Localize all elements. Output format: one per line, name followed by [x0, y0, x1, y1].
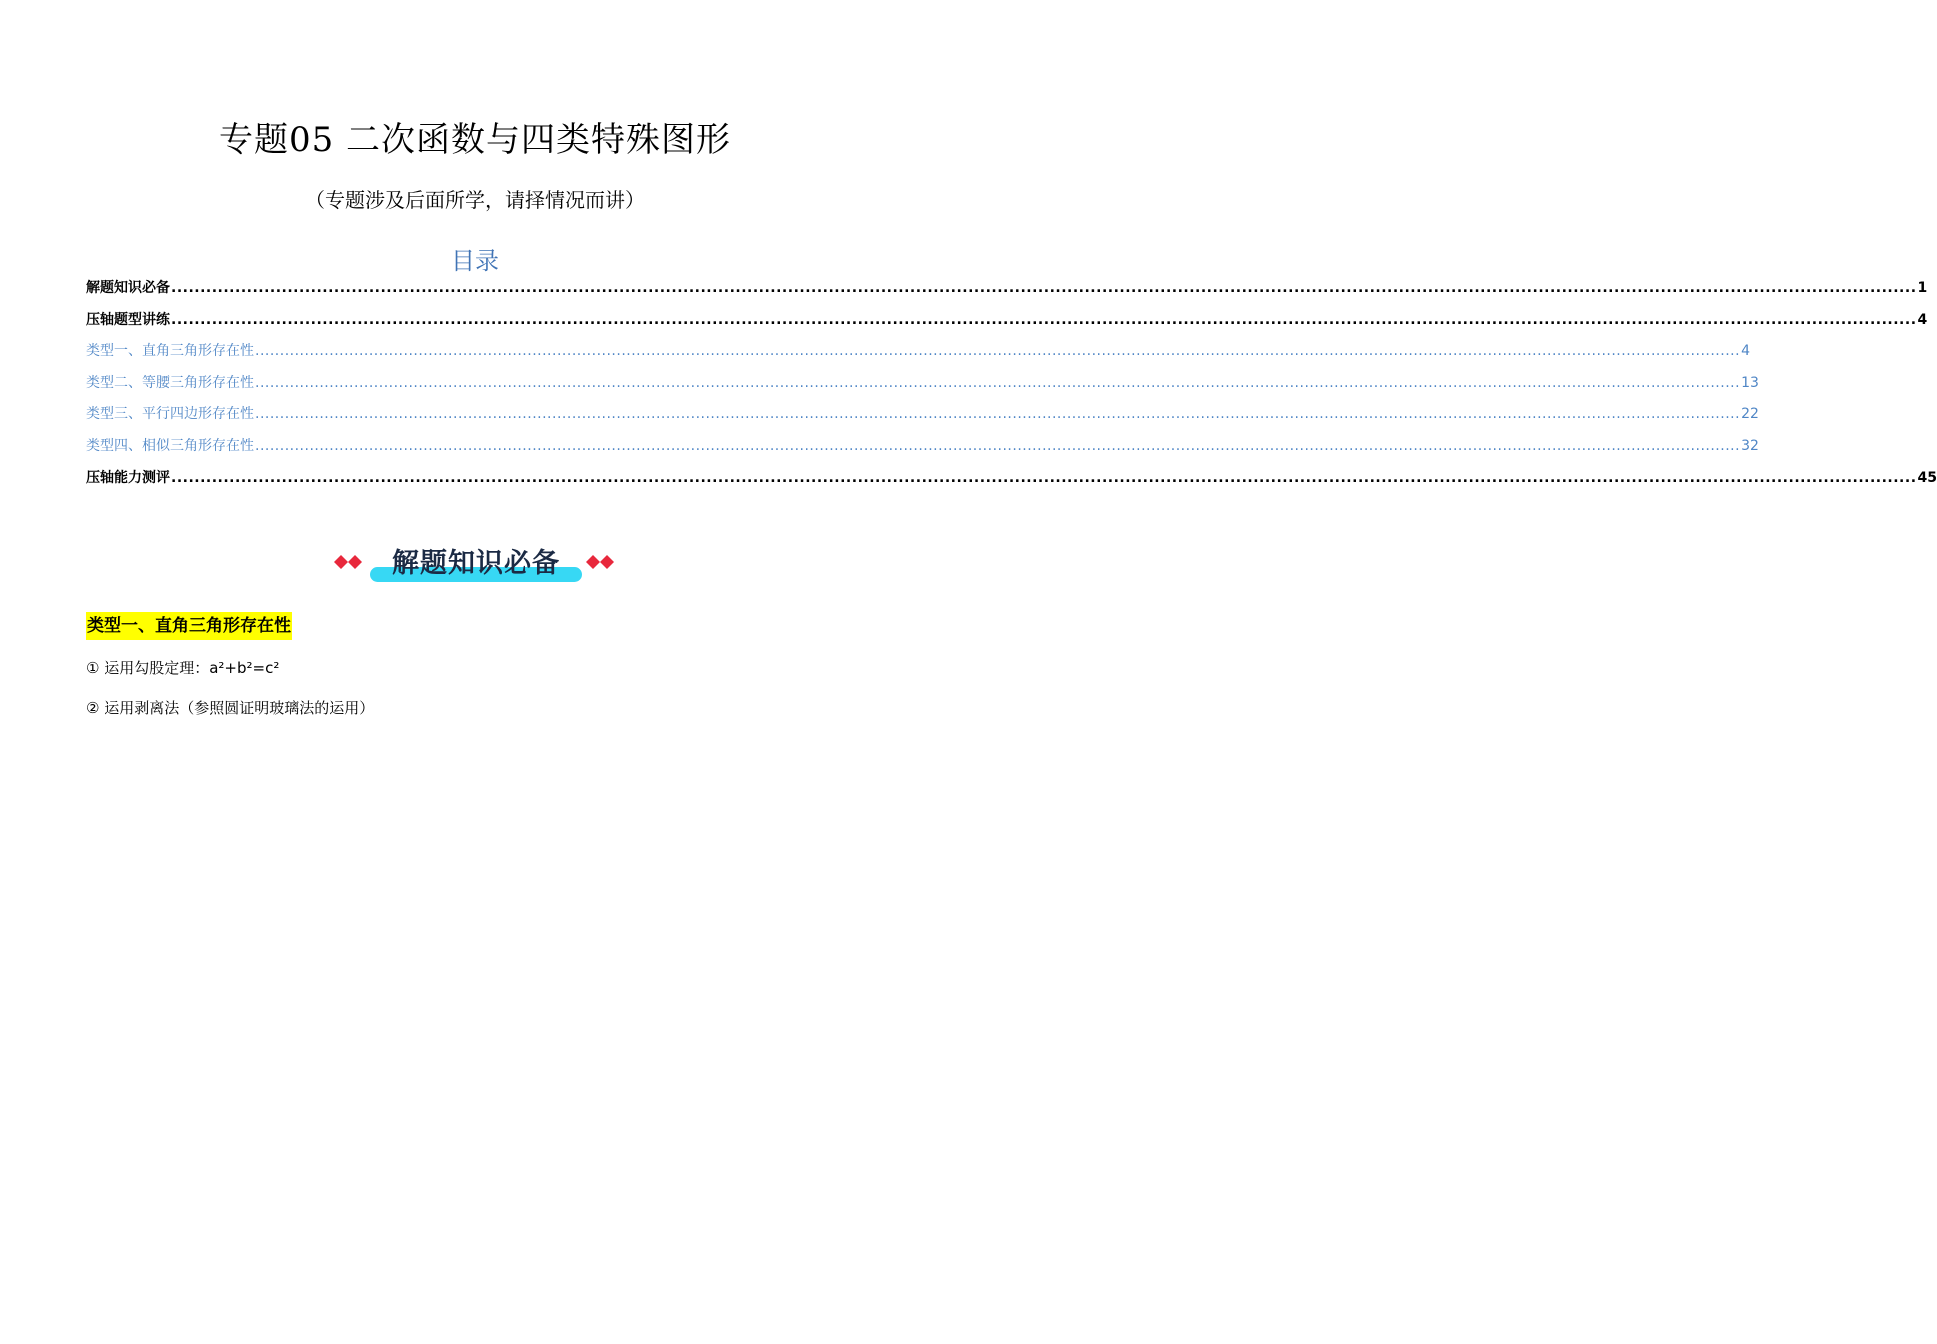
toc-leader-dots: ............................................................................................................................................................................................................................................................................................................ — [255, 343, 1741, 360]
page-title: 专题05 二次函数与四类特殊图形 — [218, 120, 732, 160]
toc-page-number: 1 — [1917, 280, 1928, 296]
page-subtitle: （专题涉及后面所学，请择情况而讲） — [305, 188, 645, 212]
toc-entry-type-2[interactable] — [86, 371, 1759, 403]
toc-entry-text: 解题知识必备 — [86, 280, 170, 296]
toc-entry-yazhou-tixing[interactable] — [86, 308, 1928, 340]
toc-page-number: 4 — [1917, 311, 1928, 328]
toc-page-number: 32 — [1741, 437, 1759, 454]
toc-heading: 目录 — [451, 247, 499, 275]
toc-entry-type-4[interactable] — [86, 434, 1759, 466]
banner-label: 解题知识必备 — [392, 548, 560, 579]
toc-entry-text: 压轴能力测评 — [86, 469, 170, 486]
toc-page-number: 13 — [1741, 374, 1759, 391]
body-text-line: ① 运用勾股定理：a²+b²=c² — [86, 659, 280, 677]
toc-leader-dots: ............................................................................................................................................................................................................................................................................................................ — [171, 280, 1917, 296]
toc-entry-text: 类型二、等腰三角形存在性 — [86, 374, 254, 391]
toc-leader-dots: ............................................................................................................................................................................................................................................................................................................ — [171, 469, 1917, 486]
toc-page-number: 45 — [1917, 469, 1937, 486]
section-banner — [334, 542, 618, 588]
toc-leader-dots: ............................................................................................................................................................................................................................................................................................................ — [171, 311, 1917, 328]
diamond-ornament-icon — [586, 554, 618, 570]
toc-entry-text: 类型三、平行四边形存在性 — [86, 406, 254, 423]
toc-entry-text: 类型一、直角三角形存在性 — [86, 343, 254, 360]
toc-entry-nengli-ceping[interactable] — [86, 466, 1937, 498]
toc-entry-type-3[interactable] — [86, 402, 1759, 434]
table-of-contents — [86, 276, 1937, 497]
toc-leader-dots: ............................................................................................................................................................................................................................................................................................................ — [255, 374, 1741, 391]
toc-entry-jieti-zhishi[interactable] — [86, 276, 1928, 308]
toc-entry-type-1[interactable] — [86, 339, 1750, 371]
toc-leader-dots: ............................................................................................................................................................................................................................................................................................................ — [255, 437, 1741, 454]
section-heading: 类型一、直角三角形存在性 — [86, 612, 292, 640]
toc-page-number: 4 — [1741, 343, 1750, 360]
toc-leader-dots: ............................................................................................................................................................................................................................................................................................................ — [255, 406, 1741, 423]
toc-entry-text: 压轴题型讲练 — [86, 311, 170, 328]
body-text-line: ② 运用剥离法（参照圆证明玻璃法的运用） — [86, 699, 375, 717]
toc-entry-text: 类型四、相似三角形存在性 — [86, 437, 254, 454]
toc-page-number: 22 — [1741, 406, 1759, 423]
